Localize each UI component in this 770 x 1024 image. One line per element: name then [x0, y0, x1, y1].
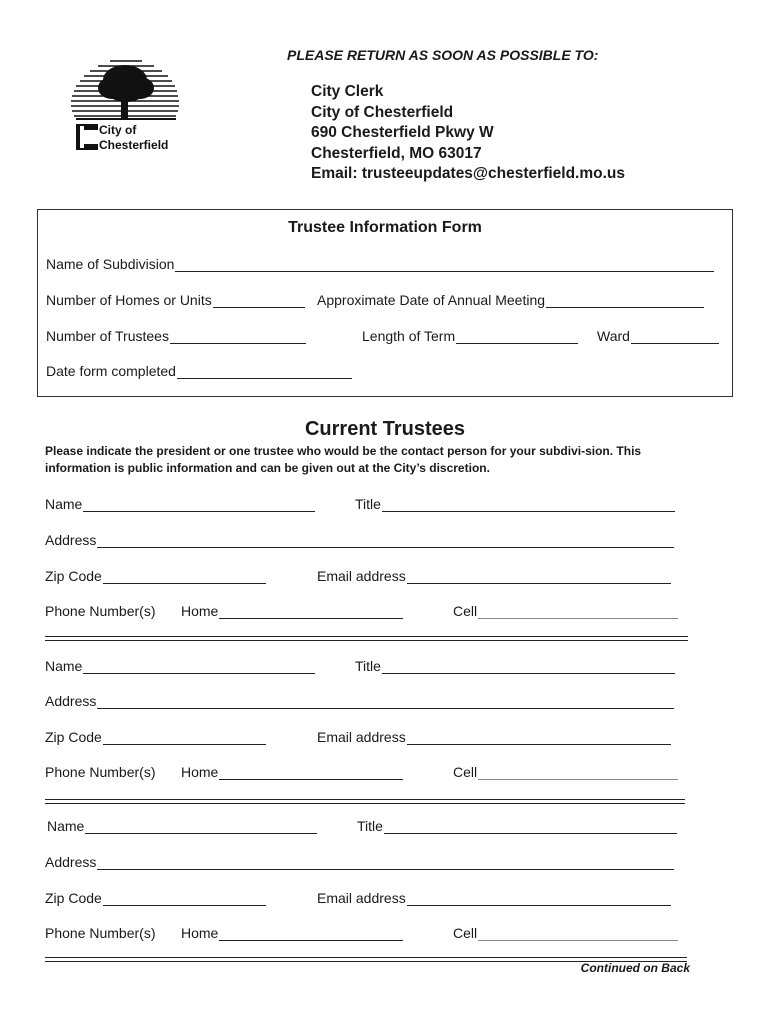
cell-label: Cell [453, 925, 478, 941]
meeting-line[interactable] [546, 294, 704, 308]
title-line[interactable] [384, 820, 677, 834]
meeting-label: Approximate Date of Annual Meeting [317, 292, 546, 308]
trustee-name-field[interactable] [45, 658, 315, 674]
trustee-email-field[interactable] [317, 568, 671, 584]
name-line[interactable] [85, 820, 317, 834]
return-heading: PLEASE RETURN AS SOON AS POSSIBLE TO: [287, 47, 599, 63]
cell-line[interactable] [478, 605, 678, 619]
trustee-cell-phone-field[interactable] [453, 925, 678, 941]
current-trustees-title: Current Trustees [304, 418, 466, 440]
trustee-phone-field [45, 925, 156, 941]
trustee-title-field[interactable] [357, 818, 677, 834]
section-divider [45, 799, 685, 804]
term-field[interactable] [362, 328, 578, 344]
email-label: Email address [317, 568, 406, 584]
name-label: Name [47, 818, 85, 834]
email-line[interactable] [407, 731, 671, 745]
address-label: Address [45, 854, 97, 870]
tree-logo-icon [70, 58, 180, 158]
home-line[interactable] [219, 605, 403, 619]
trustee-home-phone-field[interactable] [181, 764, 403, 780]
phone-label: Phone Number(s) [45, 764, 156, 780]
email-line[interactable] [407, 570, 671, 584]
email-line[interactable] [407, 892, 671, 906]
address-label: Address [45, 532, 97, 548]
address-label: Address [45, 693, 97, 709]
address-line-input[interactable] [97, 856, 674, 870]
title-label: Title [357, 818, 383, 834]
trustee-name-field[interactable] [45, 496, 315, 512]
cell-line[interactable] [478, 766, 678, 780]
zip-label: Zip Code [45, 729, 102, 745]
address-line-input[interactable] [97, 534, 674, 548]
zip-line[interactable] [103, 570, 266, 584]
zip-label: Zip Code [45, 568, 102, 584]
name-line[interactable] [83, 660, 315, 674]
continued-on-back: Continued on Back [580, 961, 690, 975]
zip-line[interactable] [103, 892, 266, 906]
trustee-block-2 [0, 658, 770, 798]
title-label: Title [355, 496, 381, 512]
address-line-input[interactable] [97, 695, 674, 709]
subdivision-label: Name of Subdivision [46, 256, 175, 272]
home-label: Home [181, 764, 219, 780]
home-label: Home [181, 925, 219, 941]
trustee-home-phone-field[interactable] [181, 925, 403, 941]
trustee-title-field[interactable] [355, 658, 675, 674]
title-line[interactable] [382, 660, 675, 674]
address-line: Chesterfield, MO 63017 [311, 144, 482, 162]
address-line: City of Chesterfield [311, 103, 454, 121]
trustee-block-1 [0, 496, 770, 636]
subdivision-line[interactable] [175, 258, 714, 272]
home-label: Home [181, 603, 219, 619]
trustee-title-field[interactable] [355, 496, 675, 512]
date-completed-field[interactable] [46, 363, 352, 379]
email-label: Email address [317, 890, 406, 906]
term-line[interactable] [456, 330, 578, 344]
name-line[interactable] [83, 498, 315, 512]
logo-line1: City of [99, 123, 137, 137]
ward-label: Ward [597, 328, 630, 344]
trustee-phone-field [45, 764, 156, 780]
phone-label: Phone Number(s) [45, 603, 156, 619]
email-label: Email address [317, 729, 406, 745]
term-label: Length of Term [362, 328, 456, 344]
address-line: City Clerk [311, 83, 384, 100]
return-address [311, 82, 625, 185]
cell-label: Cell [453, 603, 478, 619]
cell-line[interactable] [478, 927, 678, 941]
date-label: Date form completed [46, 363, 176, 379]
trustees-line[interactable] [170, 330, 306, 344]
logo-line2: Chesterfield [99, 138, 169, 152]
trustee-email-field[interactable] [317, 890, 671, 906]
address-line: 690 Chesterfield Pkwy W [311, 124, 494, 141]
homes-field[interactable] [46, 292, 305, 308]
trustee-email-field[interactable] [317, 729, 671, 745]
home-line[interactable] [219, 927, 403, 941]
trustee-address-field[interactable] [45, 854, 674, 870]
meeting-field[interactable] [317, 292, 704, 308]
trustee-zip-field[interactable] [45, 729, 266, 745]
homes-label: Number of Homes or Units [46, 292, 212, 308]
ward-line[interactable] [631, 330, 719, 344]
trustee-address-field[interactable] [45, 693, 674, 709]
title-line[interactable] [382, 498, 675, 512]
trustee-zip-field[interactable] [45, 568, 266, 584]
subdivision-field[interactable] [46, 256, 714, 272]
phone-label: Phone Number(s) [45, 925, 156, 941]
zip-label: Zip Code [45, 890, 102, 906]
name-label: Name [45, 658, 83, 674]
zip-line[interactable] [103, 731, 266, 745]
homes-line[interactable] [213, 294, 305, 308]
trustee-zip-field[interactable] [45, 890, 266, 906]
trustee-home-phone-field[interactable] [181, 603, 403, 619]
city-logo [70, 58, 180, 158]
trustee-block-3 [0, 818, 770, 958]
trustees-label: Number of Trustees [46, 328, 169, 344]
contact-notice: Please indicate the president or one trustee who would be the contact person for your subdivi-sion. This information is public information and can be given out at the City’s discretion. [45, 444, 642, 475]
form-title: Trustee Information Form [288, 219, 482, 236]
trustee-info-form [37, 209, 733, 397]
cell-label: Cell [453, 764, 478, 780]
title-label: Title [355, 658, 381, 674]
trustee-name-field[interactable] [47, 818, 317, 834]
ward-field[interactable] [597, 328, 719, 344]
trustees-count-field[interactable] [46, 328, 306, 344]
trustee-cell-phone-field[interactable] [453, 764, 678, 780]
date-line[interactable] [177, 365, 352, 379]
name-label: Name [45, 496, 83, 512]
trustee-address-field[interactable] [45, 532, 674, 548]
section-divider [45, 636, 688, 641]
address-email: Email: trusteeupdates@chesterfield.mo.us [311, 165, 626, 182]
trustee-phone-field [45, 603, 156, 619]
trustee-cell-phone-field[interactable] [453, 603, 678, 619]
home-line[interactable] [219, 766, 403, 780]
